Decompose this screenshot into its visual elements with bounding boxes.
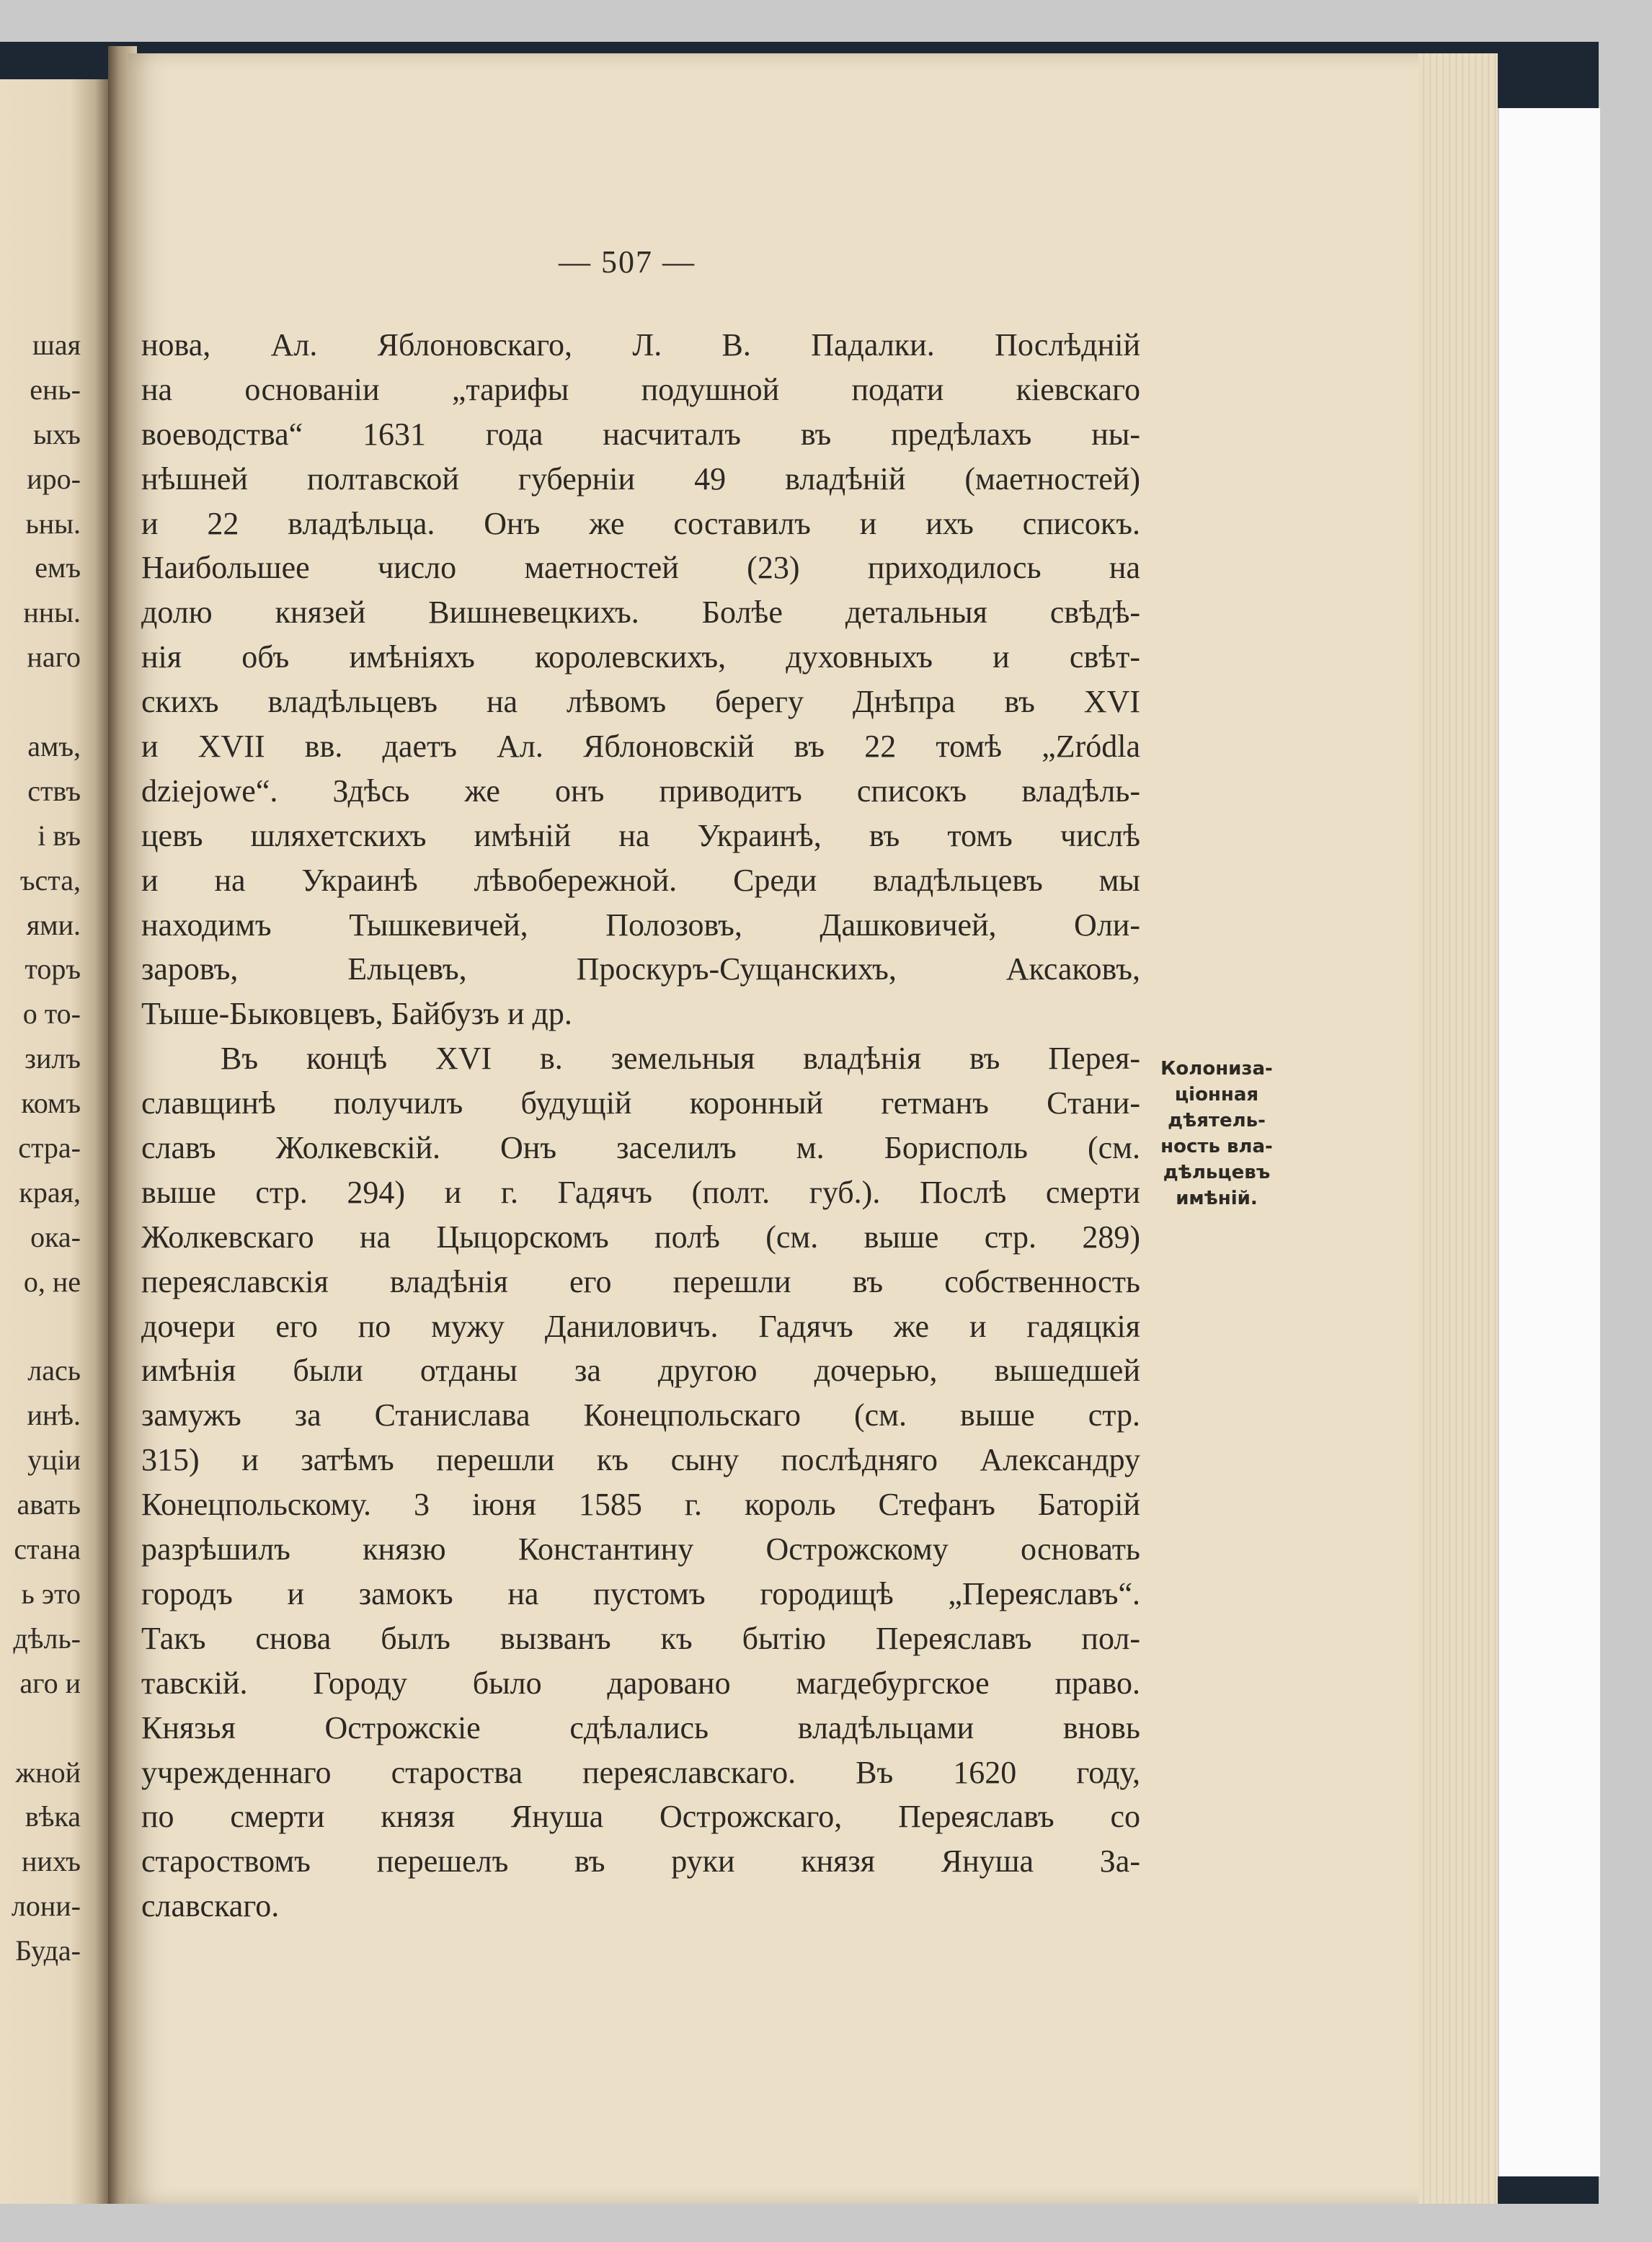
left-page-fragment: стра- bbox=[18, 1131, 81, 1165]
left-page-fragment: края, bbox=[19, 1175, 81, 1209]
text-line: Князья Острожскіе сдѣлались владѣльцами вновь bbox=[141, 1709, 1140, 1745]
text-line: и 22 владѣльца. Онъ же составилъ и ихъ списокъ. bbox=[141, 505, 1140, 541]
left-page-fragment: емъ bbox=[35, 551, 81, 584]
text-line: дочери его по мужу Даниловичъ. Гадячъ же и гадяцкія bbox=[141, 1308, 1140, 1344]
left-page-fragment: лони- bbox=[11, 1890, 81, 1923]
left-page-fragment: амъ, bbox=[27, 730, 81, 763]
left-page-fragment: уціи bbox=[27, 1443, 81, 1477]
text-line: Такъ снова былъ вызванъ къ бытію Переяславъ пол- bbox=[141, 1620, 1140, 1656]
left-page-fragment: комъ bbox=[21, 1087, 81, 1120]
left-page-fragment: ъста, bbox=[19, 863, 81, 897]
left-page-text-fragments bbox=[0, 323, 81, 1973]
text-line: цевъ шляхетскихъ имѣній на Украинѣ, въ томъ числѣ bbox=[141, 817, 1140, 853]
text-line: тавскій. Городу было даровано магдебургское право. bbox=[141, 1665, 1140, 1701]
left-page-fragment: Буда- bbox=[15, 1934, 81, 1967]
text-line: переяславскія владѣнія его перешли въ собственность bbox=[141, 1263, 1140, 1299]
margin-note-line: имѣній. bbox=[1176, 1188, 1258, 1209]
left-page-fragment: торъ bbox=[25, 953, 81, 986]
page-edge bbox=[1418, 53, 1498, 2204]
margin-note-line: ціонная bbox=[1174, 1084, 1259, 1106]
left-page-fragment: шая bbox=[32, 329, 81, 361]
margin-note-line: дѣльцевъ bbox=[1163, 1162, 1271, 1183]
left-page-fragment: ьны. bbox=[25, 507, 81, 540]
text-line: разрѣшилъ князю Константину Острожскому основать bbox=[141, 1531, 1140, 1567]
left-page-fragment: зилъ bbox=[25, 1042, 81, 1075]
text-line: городъ и замокъ на пустомъ городищѣ „Переяславъ“. bbox=[141, 1575, 1140, 1611]
background-sheet bbox=[1498, 108, 1600, 2176]
margin-note-line: дѣятель- bbox=[1168, 1110, 1266, 1131]
left-page-fragment: авать bbox=[17, 1488, 81, 1521]
text-line: dziejowe“. Здѣсь же онъ приводитъ списокъ владѣль- bbox=[141, 773, 1140, 809]
margin-note-line: ность вла- bbox=[1160, 1136, 1273, 1157]
text-line: нѣшней полтавской губерніи 49 владѣній (маетностей) bbox=[141, 461, 1140, 497]
left-page-fragment: аго и bbox=[19, 1666, 81, 1699]
left-page-fragment: нны. bbox=[23, 596, 81, 629]
text-line: Жолкевскаго на Цыцорскомъ полѣ (см. выше стр. 289) bbox=[141, 1219, 1140, 1255]
left-page-fragment: і въ bbox=[37, 819, 81, 852]
text-line: староствомъ перешелъ въ руки князя Януша За- bbox=[141, 1843, 1140, 1880]
text-line: Наибольшее число маетностей (23) приходилось на bbox=[141, 550, 1140, 586]
left-page-fragment: нихъ bbox=[22, 1845, 81, 1878]
text-line: 315) и затѣмъ перешли къ сыну послѣдняго Александру bbox=[141, 1442, 1140, 1478]
left-page-fragment: вѣка bbox=[25, 1800, 81, 1833]
left-page-fragment: ями. bbox=[26, 908, 81, 941]
left-page-fragment: дѣль- bbox=[13, 1622, 81, 1655]
left-page-fragment: иро- bbox=[27, 462, 81, 495]
left-page-fragment: о, не bbox=[23, 1265, 81, 1298]
text-line: по смерти князя Януша Острожскаго, Переяславъ со bbox=[141, 1799, 1140, 1835]
text-line: Тыше-Быковцевъ, Байбузъ и др. bbox=[141, 996, 572, 1032]
text-line: и на Украинѣ лѣвобережной. Среди владѣльцевъ мы bbox=[141, 862, 1140, 898]
left-page-fragment: ь это bbox=[21, 1577, 81, 1610]
left-page-fragment bbox=[0, 1304, 81, 1349]
text-line: долю князей Вишневецкихъ. Болѣе детальныя свѣдѣ- bbox=[141, 595, 1140, 631]
text-line: учрежденнаго староства переяславскаго. Въ 1620 году, bbox=[141, 1754, 1140, 1790]
text-line: имѣнія были отданы за другою дочерью, вышедшей bbox=[141, 1353, 1140, 1389]
text-line: Въ концѣ XVI в. земельныя владѣнія въ Перея- bbox=[221, 1041, 1140, 1077]
left-page-fragment: ыхъ bbox=[32, 417, 81, 450]
text-line: славъ Жолкевскій. Онъ заселилъ м. Борисполь (см. bbox=[141, 1130, 1140, 1166]
left-page-fragment: ока- bbox=[30, 1220, 81, 1253]
text-line: Конецпольскому. 3 іюня 1585 г. король Стефанъ Баторій bbox=[141, 1487, 1140, 1523]
text-line: находимъ Тышкевичей, Полозовъ, Дашковичей, Оли- bbox=[141, 907, 1140, 943]
margin-note bbox=[1145, 1056, 1289, 1211]
text-line: скихъ владѣльцевъ на лѣвомъ берегу Днѣпра въ XVI bbox=[141, 684, 1140, 720]
left-page-fragment: ствъ bbox=[27, 774, 81, 807]
left-page-fragment bbox=[0, 1706, 81, 1751]
left-page-fragment bbox=[0, 680, 81, 724]
text-line: замужъ за Станислава Конецпольскаго (см. выше стр. bbox=[141, 1397, 1140, 1433]
left-page-fragment: лась bbox=[27, 1354, 81, 1387]
text-line: выше стр. 294) и г. Гадячъ (полт. губ.). Послѣ смерти bbox=[141, 1174, 1140, 1210]
text-line: славщинѣ получилъ будущій коронный гетманъ Стани- bbox=[141, 1085, 1140, 1121]
page-number: — 507 — bbox=[559, 244, 696, 280]
text-line: и XVII вв. даетъ Ал. Яблоновскій въ 22 томѣ „Zródla bbox=[141, 729, 1140, 765]
left-page-fragment: наго bbox=[27, 641, 81, 674]
text-line: заровъ, Ельцевъ, Проскуръ-Сущанскихъ, Аксаковъ, bbox=[141, 951, 1140, 987]
left-page-fragment: жной bbox=[15, 1756, 81, 1789]
text-line: на основаніи „тарифы подушной подати кіевскаго bbox=[141, 371, 1140, 407]
text-line: нова, Ал. Яблоновскаго, Л. В. Падалки. Послѣдній bbox=[141, 327, 1140, 362]
left-page-fragment: ень- bbox=[30, 373, 81, 406]
left-page-fragment: инѣ. bbox=[27, 1399, 81, 1432]
text-line: нія объ имѣніяхъ королевскихъ, духовныхъ и свѣт- bbox=[141, 639, 1140, 675]
left-page-fragment: о то- bbox=[22, 997, 81, 1031]
text-line: славскаго. bbox=[141, 1888, 280, 1924]
left-page-fragment: стана bbox=[14, 1533, 81, 1566]
margin-note-line: Колониза- bbox=[1160, 1058, 1273, 1080]
text-line: воеводства“ 1631 года насчиталъ въ предѣлахъ ны- bbox=[141, 416, 1140, 452]
main-text-body bbox=[141, 323, 1140, 1929]
